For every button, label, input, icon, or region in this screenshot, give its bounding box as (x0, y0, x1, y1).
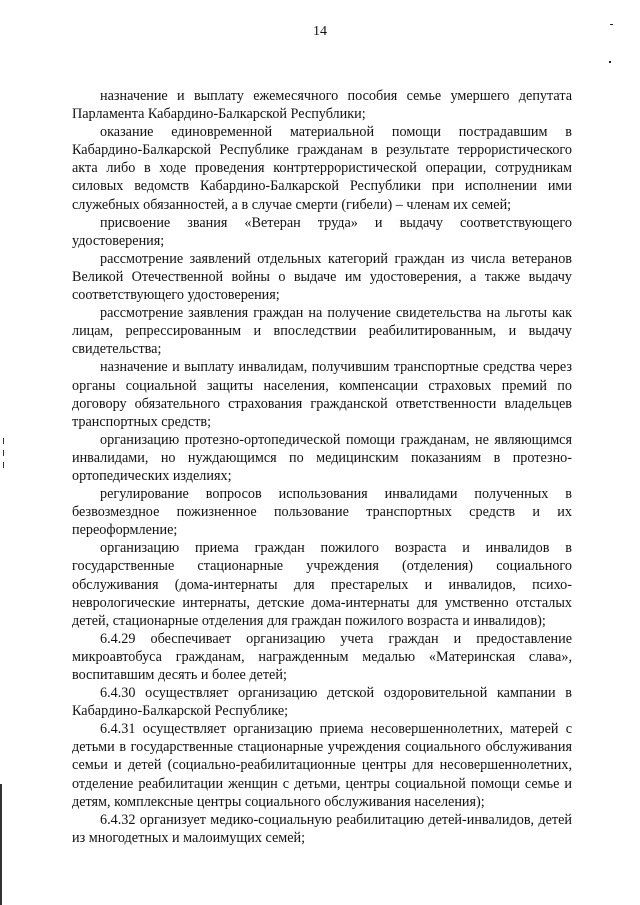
document-body (72, 87, 572, 847)
paragraph: оказание единовременной материальной помощи пострадавшим в Кабардино-Балкарской Республике гражданам в результате террористического акта либо в ходе проведения контртеррористической операции, сотрудникам силовых ведомств Кабардино-Балкарской Республики при исполнении ими служебных обязанностей, а в случае смерти (гибели) – членам их семей; (72, 124, 572, 213)
page-number: 14 (313, 24, 327, 39)
paragraph: организацию приема граждан пожилого возраста и инвалидов в государственные стационарные учреждения (отделения) социального обслуживания (дома-интернаты для престарелых и инвалидов, психо-неврологические интернаты, детские дома-интернаты для умственно отсталых детей, стационарные отделения для граждан пожилого возраста и инвалидов); (72, 540, 572, 629)
paragraph: 6.4.29 обеспечивает организацию учета граждан и предоставление микроавтобуса гражданам, награжденным медалью «Материнская слава», воспитавшим десять и более детей; (72, 630, 572, 683)
margin-tick (3, 438, 4, 444)
paragraph: присвоение звания «Ветеран труда» и выдачу соответствующего удостоверения; (72, 214, 572, 249)
paragraph: организацию протезно-ортопедической помощи гражданам, не являющимся инвалидами, но нуждающимся по медицинским показаниям в протезно-ортопедических изделиях; (72, 431, 572, 484)
scan-mark (609, 61, 611, 63)
paragraph: назначение и выплату ежемесячного пособия семье умершего депутата Парламента Кабардино-Балкарской Республики; (72, 88, 572, 123)
scan-edge-line (0, 784, 2, 905)
paragraph: 6.4.30 осуществляет организацию детской оздоровительной кампании в Кабардино-Балкарской Республике; (72, 685, 572, 720)
paragraph: рассмотрение заявления граждан на получение свидетельства на льготы как лицам, репрессированным и впоследствии реабилитированным, и выдачу свидетельства; (72, 305, 572, 358)
margin-tick (3, 450, 4, 456)
paragraph: 6.4.32 организует медико-социальную реабилитацию детей-инвалидов, детей из многодетных и малоимущих семей; (72, 811, 572, 846)
paragraph: регулирование вопросов использования инвалидами полученных в безвозмездное пожизненное пользование транспортных средств и их переоформление; (72, 486, 572, 539)
paragraph: 6.4.31 осуществляет организацию приема несовершеннолетних, матерей с детьми в государственные стационарные учреждения социального обслуживания семьи и детей (социально-реабилитационные центры для несовершеннолетних, отделение реабилитации женщин с детьми, центры социальной помощи семье и детям, комплексные центры социального обслуживания населения); (72, 721, 572, 810)
paragraph: назначение и выплату инвалидам, получившим транспортные средства через органы социальной защиты населения, компенсации страховых премий по договору обязательного страхования гражданской ответственности владельцев транспортных средств; (72, 359, 572, 430)
scan-mark (610, 24, 613, 25)
paragraph: рассмотрение заявлений отдельных категорий граждан из числа ветеранов Великой Отечественной войны о выдаче им удостоверения, а также выдачу соответствующего удостоверения; (72, 250, 572, 304)
margin-tick (3, 462, 4, 468)
